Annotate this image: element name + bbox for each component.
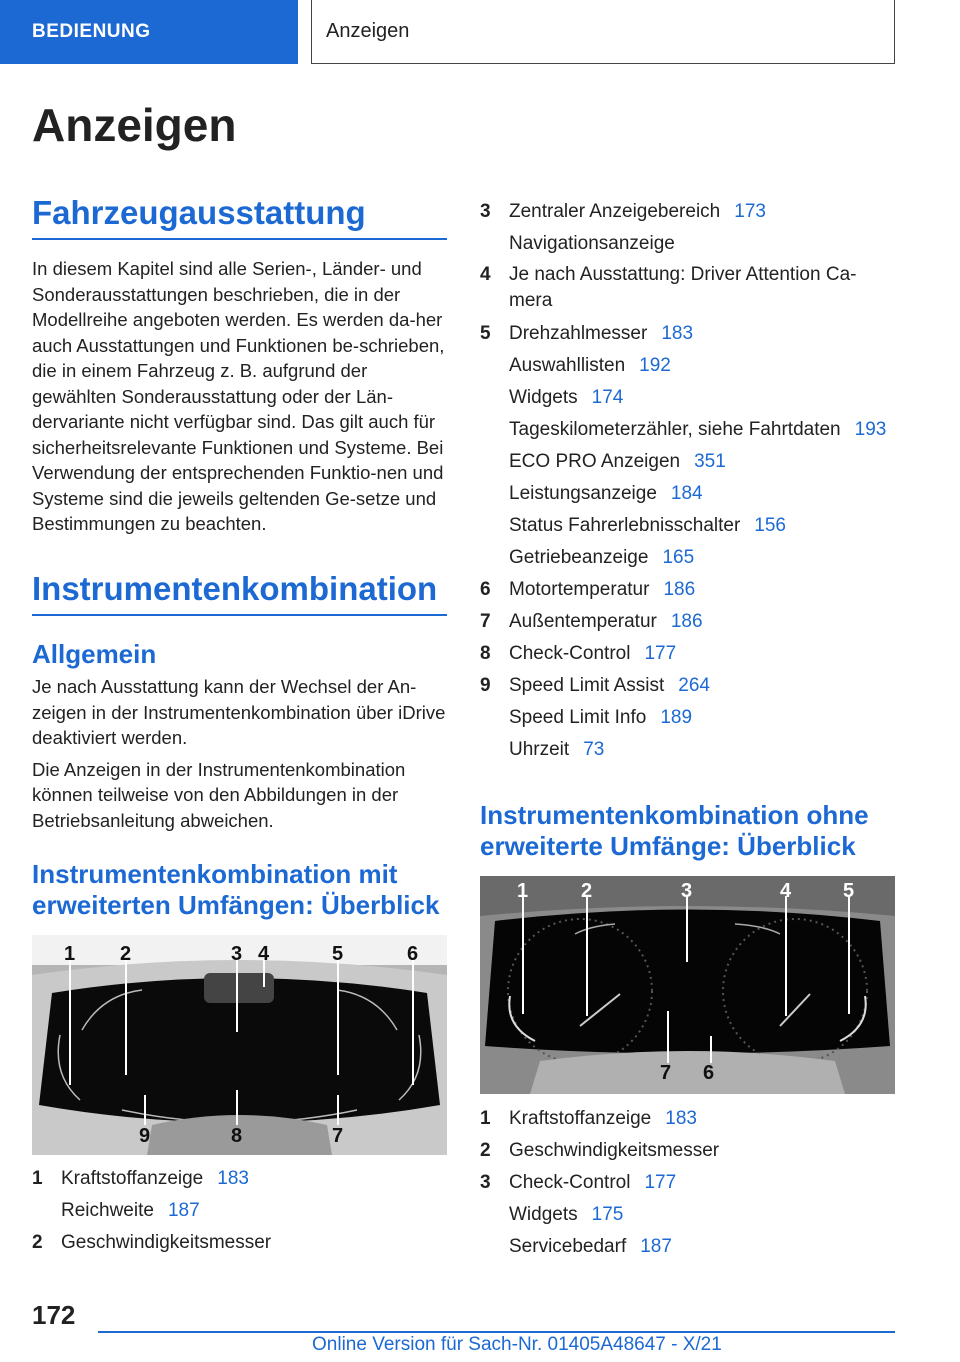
extended-callouts xyxy=(32,935,447,1155)
heading-extended-overview: Instrumentenkombination mit erweiterten Umfängen: Überblick xyxy=(32,859,440,920)
item-number: 1 xyxy=(480,1108,491,1129)
item-label: ECO PRO Anzeigen xyxy=(509,451,681,472)
list-basic xyxy=(480,1103,910,1263)
list-item xyxy=(32,1195,462,1227)
list-item xyxy=(480,606,910,638)
item-page-link[interactable]: 193 xyxy=(854,419,887,440)
list-item xyxy=(480,574,910,606)
general-paragraph-1: Je nach Ausstattung kann der Wechsel der An-zeigen in der Instrumentenkombination über iDrive deaktiviert werden. xyxy=(32,676,446,748)
callout-7: 7 xyxy=(332,1125,344,1147)
item-page-link[interactable]: 192 xyxy=(639,355,671,376)
item-page-link[interactable]: 187 xyxy=(640,1236,672,1257)
item-label: Getriebeanzeige xyxy=(509,547,649,568)
item-number: 1 xyxy=(32,1168,43,1189)
item-label: Navigationsanzeige xyxy=(509,233,675,254)
heading-basic-overview: Instrumentenkombination ohne erweiterte Umfänge: Überblick xyxy=(480,800,869,861)
item-page-link[interactable]: 173 xyxy=(734,201,766,222)
item-page-link[interactable]: 73 xyxy=(583,739,605,760)
callout-3: 3 xyxy=(231,943,243,965)
figure-basic-cluster xyxy=(480,876,895,1094)
heading-vehicle-equipment: Fahrzeugausstattung xyxy=(32,194,447,240)
item-label: Kraftstoffanzeige xyxy=(509,1108,652,1129)
list-item xyxy=(480,446,910,478)
header-chapter-label: Anzeigen xyxy=(326,20,410,42)
list-item xyxy=(480,510,910,542)
item-label: Widgets xyxy=(509,387,578,408)
callout-6: 6 xyxy=(703,1062,715,1084)
page-title: Anzeigen xyxy=(32,99,237,151)
item-label: Je nach Ausstattung: Driver Attention Ca-mera xyxy=(509,264,857,311)
header-chapter-box xyxy=(311,0,895,64)
item-number: 6 xyxy=(480,579,491,600)
item-page-link[interactable]: 187 xyxy=(167,1200,200,1221)
item-label: Check-Control xyxy=(509,1172,631,1193)
item-number: 7 xyxy=(480,611,491,632)
item-page-link[interactable]: 175 xyxy=(591,1204,624,1225)
list-item xyxy=(480,260,910,318)
list-item xyxy=(480,318,910,350)
item-page-link[interactable]: 183 xyxy=(661,323,694,344)
list-item xyxy=(480,734,910,766)
vehicle-equipment-text xyxy=(32,256,452,537)
item-label: Geschwindigkeitsmesser xyxy=(509,1140,720,1161)
item-number: 2 xyxy=(480,1140,491,1161)
callout-4: 4 xyxy=(258,943,270,965)
item-page-link[interactable]: 189 xyxy=(660,707,693,728)
item-page-link[interactable]: 184 xyxy=(670,483,703,504)
item-page-link[interactable]: 351 xyxy=(694,451,726,472)
item-page-link[interactable]: 186 xyxy=(670,611,703,632)
item-page-link[interactable]: 186 xyxy=(663,579,696,600)
item-page-link[interactable]: 156 xyxy=(754,515,786,536)
list-item xyxy=(480,478,910,510)
item-number: 5 xyxy=(480,323,491,344)
callout-7: 7 xyxy=(660,1062,672,1084)
item-label: Status Fahrerlebnisschalter xyxy=(509,515,741,536)
item-label: Zentraler Anzeigebereich xyxy=(509,201,721,222)
item-label: Kraftstoffanzeige xyxy=(61,1168,204,1189)
item-number: 3 xyxy=(480,1172,491,1193)
callout-1: 1 xyxy=(517,880,529,902)
list-item xyxy=(480,702,910,734)
list-item xyxy=(480,382,910,414)
item-label: Check-Control xyxy=(509,643,631,664)
item-label: Auswahllisten xyxy=(509,355,626,376)
list-item xyxy=(480,1103,910,1135)
list-item xyxy=(480,228,910,260)
callout-5: 5 xyxy=(843,880,855,902)
callout-3: 3 xyxy=(681,880,693,902)
item-label: Geschwindigkeitsmesser xyxy=(61,1232,272,1253)
item-label: Widgets xyxy=(509,1204,578,1225)
header-section-tab xyxy=(0,0,298,64)
list-item xyxy=(480,1135,910,1167)
list-item xyxy=(480,350,910,382)
header-section-label: BEDIENUNG xyxy=(32,21,151,42)
list-item xyxy=(32,1163,462,1195)
list-item xyxy=(480,670,910,702)
list-item xyxy=(32,1227,462,1259)
page-number: 172 xyxy=(32,1300,76,1330)
item-label: Servicebedarf xyxy=(509,1236,627,1257)
item-page-link[interactable]: 165 xyxy=(662,547,695,568)
item-label: Uhrzeit xyxy=(509,739,570,760)
item-number: 2 xyxy=(32,1232,43,1253)
list-item xyxy=(480,542,910,574)
footer-online-version: Online Version für Sach-Nr. 01405A48647 - X/21 xyxy=(312,1334,722,1355)
item-number: 4 xyxy=(480,264,491,285)
item-label: Tageskilometerzähler, siehe Fahrtdaten xyxy=(509,419,841,440)
item-label: Drehzahlmesser xyxy=(509,323,648,344)
list-extended-left xyxy=(32,1163,462,1259)
general-paragraph-2: Die Anzeigen in der Instrumentenkombination können teilweise von den Abbildungen in der Betriebsanleitung abweichen. xyxy=(32,758,406,831)
item-page-link[interactable]: 174 xyxy=(591,387,624,408)
callout-2: 2 xyxy=(581,880,593,902)
list-item xyxy=(480,196,910,228)
item-page-link[interactable]: 264 xyxy=(678,675,710,696)
item-page-link[interactable]: 183 xyxy=(665,1108,697,1129)
callout-5: 5 xyxy=(332,943,344,965)
item-label: Speed Limit Info xyxy=(509,707,647,728)
item-label: Leistungsanzeige xyxy=(509,483,657,504)
list-item xyxy=(480,638,910,670)
item-number: 8 xyxy=(480,643,491,664)
item-page-link[interactable]: 177 xyxy=(644,1172,677,1193)
vehicle-equipment-paragraph: In diesem Kapitel sind alle Serien-, Länder- und Sonderausstattungen beschrieben, die in der Modellreihe angeboten werden. Es werden da-her auch Ausstattungen und Funktionen be-schrieben, die in einem Fahrzeug z. B. aufgrund der gewählten Sonderausstattung oder der Län-dervariante nicht verfügbar sind. Das gilt auch für sicherheitsrelevante Funktionen und Systeme. Bei Verwendung der entsprechenden Funktio-nen und Systeme sind die jeweils geltenden Ge-setze und Bestimmungen zu beachten. xyxy=(32,258,445,534)
callout-1: 1 xyxy=(64,943,76,965)
list-item xyxy=(480,414,910,446)
list-item xyxy=(480,1231,910,1263)
item-number: 9 xyxy=(480,675,491,696)
basic-callouts xyxy=(480,876,895,1094)
item-page-link[interactable]: 183 xyxy=(217,1168,249,1189)
footer-divider xyxy=(98,1331,895,1333)
callout-8: 8 xyxy=(231,1125,243,1147)
callout-4: 4 xyxy=(780,880,792,902)
list-item xyxy=(480,1199,910,1231)
item-page-link[interactable]: 177 xyxy=(644,643,677,664)
list-item xyxy=(480,1167,910,1199)
figure-extended-cluster xyxy=(32,935,447,1155)
item-label: Reichweite xyxy=(61,1200,154,1221)
callout-6: 6 xyxy=(407,943,419,965)
callout-2: 2 xyxy=(120,943,132,965)
heading-instrument-cluster: Instrumentenkombination xyxy=(32,570,447,616)
callout-9: 9 xyxy=(139,1125,151,1147)
item-label: Motortemperatur xyxy=(509,579,650,600)
item-number: 3 xyxy=(480,201,491,222)
general-text xyxy=(32,674,452,833)
item-label: Außentemperatur xyxy=(509,611,657,632)
list-extended-right xyxy=(480,196,910,766)
heading-general: Allgemein xyxy=(32,639,157,669)
item-label: Speed Limit Assist xyxy=(509,675,665,696)
